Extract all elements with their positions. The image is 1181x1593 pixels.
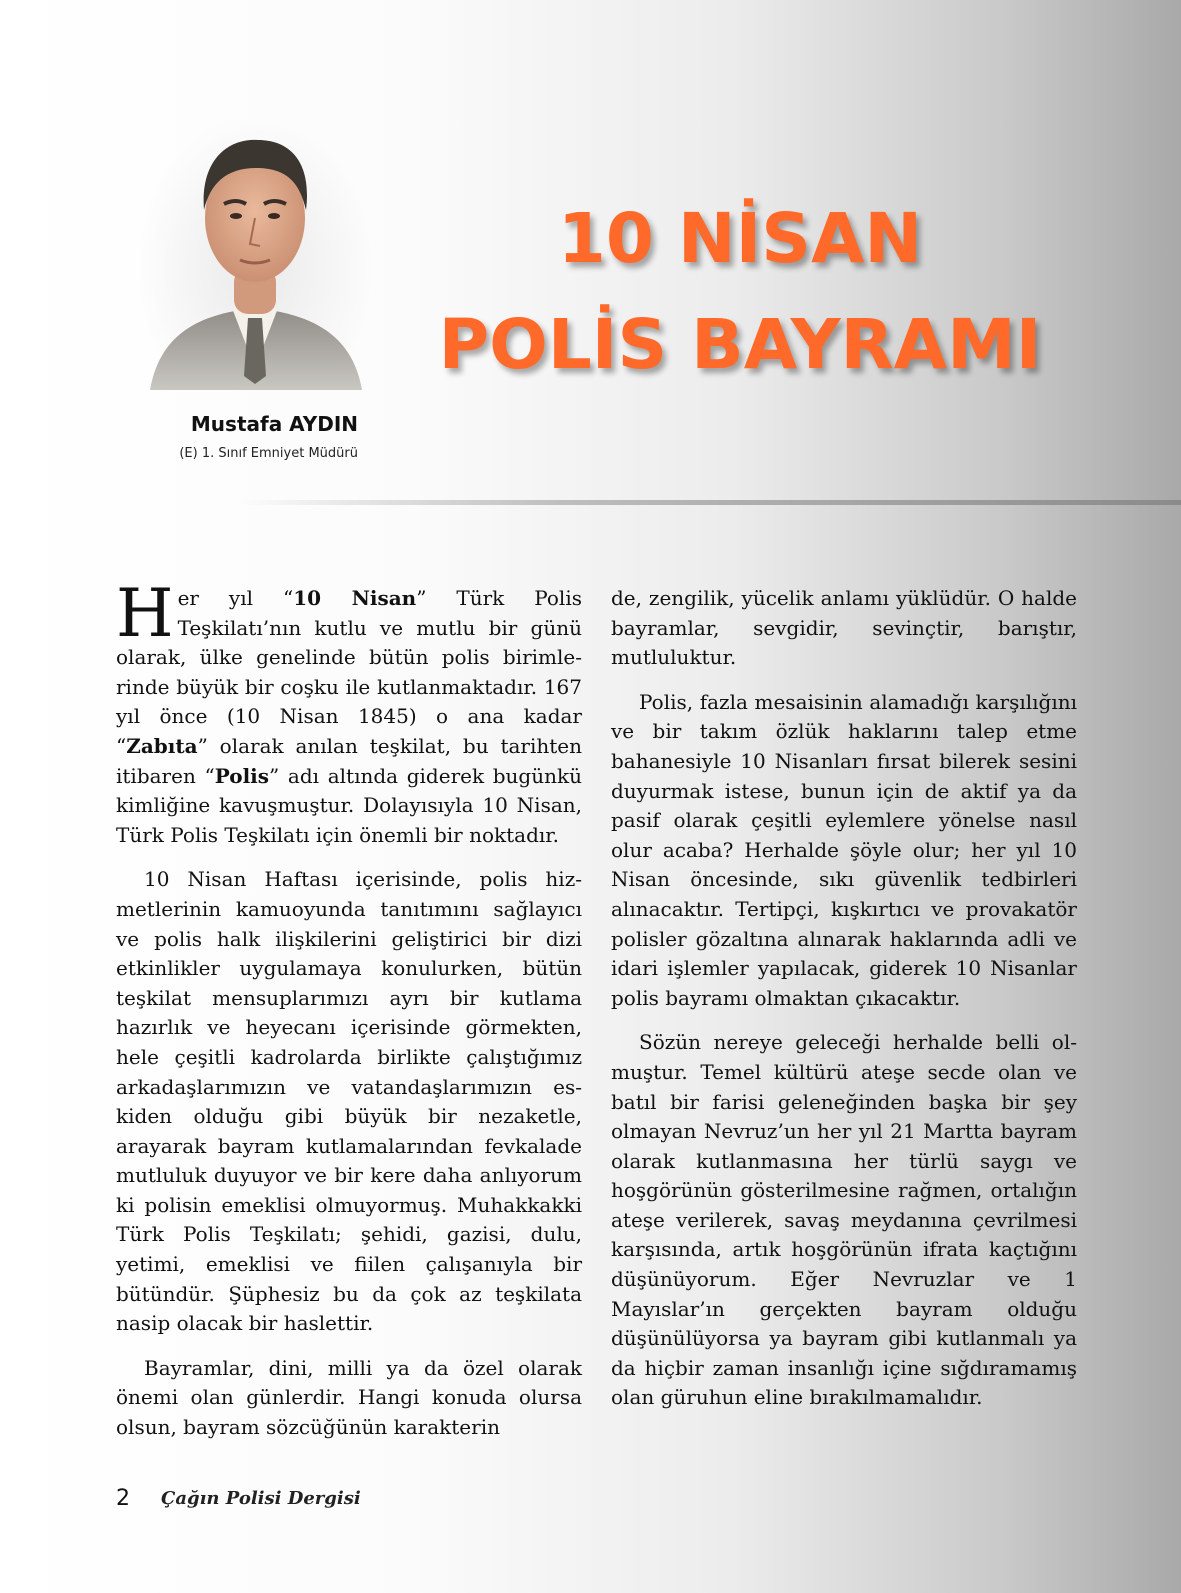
paragraph: Polis, fazla mesaisinin alamadığı karşılığını ve bir takım özlük haklarını talep etme bahanesiyle 10 Nisanları fırsat bilerek sesini duyurmak istese, bunun için de aktif ya da pasif olarak çeşitli eylemlere yönelse nasıl olur acaba? Herhalde şöyle olur; her yıl 10 Nisan öncesinde, sıkı güvenlik tedbirleri alınacaktır. Tertipçi, kışkırtıcı ve provakatör polisler gözaltına alınarak haklarında adli ve idari işlemler yapılacak, giderek 10 Nisanlar polis bayramı olmaktan çıkacaktır. xyxy=(611,689,1077,1010)
article-column-left xyxy=(116,575,582,1458)
paragraph: Bayramlar, dini, milli ya da özel olarak önemi olan günlerdir. Hangi konuda olursa olsun, bayram sözcüğünün karakterin xyxy=(116,1355,582,1440)
text-run: ” olarak anılan teşkilat, bu tarihten itibaren “ xyxy=(116,733,582,788)
magazine-name: Çağın Polisi Dergisi xyxy=(161,1488,361,1509)
author-name: Mustafa AYDIN xyxy=(190,412,358,436)
paragraph: Sözün nereye geleceği herhalde belli olmuştur. Temel kültürü ateşe secde olan ve batıl bir farisi geleneğinden başka bir şey olmayan Nevruz’un her yıl 21 Martta bayram olarak kutlanmasına her türlü saygı ve hoşgörünün gösterilmesine rağmen, ortalığın ateşe verilerek, savaş meydanına çevrilmesi karşısında, artık hoşgörünün ifrata kaçtığını düşünüyorum. Eğer Nevruzlar ve 1 Mayıslar’ın gerçekten bayram olduğu düşünülüyorsa ya bayram gibi kutlanmalı ya da hiçbir zaman insanlığı içine sığdıramamış olan güruhun eline bırakılmamalıdır. xyxy=(611,1030,1077,1410)
text-run: ” Türk Polis Teşkilatı’nın kutlu ve mutlu bir günü olarak, ülke genelinde bütün polis birimlerinde büyük bir coşku ile kutlanmaktadır. 167 yıl önce (10 Nisan 1845) o ana kadar “ xyxy=(116,586,582,758)
title-line-1: 10 NİSAN xyxy=(557,199,923,279)
text-run: ” adı altında giderek bugünkü kimliğine kavuşmuştur. Dolayısıyla 10 Nisan, Türk Polis Teşkilatı için önemli bir noktadır. xyxy=(116,763,582,847)
author-title: (E) 1. Sınıf Emniyet Müdürü xyxy=(179,446,358,461)
title-line-2: POLİS BAYRAMI xyxy=(438,305,1042,385)
article-title xyxy=(395,186,1085,398)
paragraph xyxy=(116,575,582,850)
author-portrait-illustration xyxy=(140,118,370,390)
bold-run: Polis xyxy=(214,763,270,788)
bold-run: Zabıta xyxy=(126,733,198,758)
text-run: er yıl “ xyxy=(177,586,294,610)
bold-run: 10 Nisan xyxy=(293,586,417,610)
article-column-right xyxy=(611,584,1077,1428)
paragraph: 10 Nisan Haftası içerisinde, polis hizmetlerinin kamuoyunda tanıtımını sağlayıcı ve polis halk ilişkilerini geliştirici bir dizi etkinlikler uygulamaya konulurken, bütün teşkilat mensuplarımızı ayrı bir kutlama hazırlık ve heyecanı içerisinde görmekten, hele çeşitli kadrolarda birlikte çalıştığımız arkadaşlarımızın ve vatandaşlarımızın eskiden olduğu gibi büyük bir nezaketle, arayarak bayram kutlamalarından fevkalade mutluluk duyuyor ve bir kere daha anlıyorum ki polisin emeklisi olmuyormuş. Muhakkakki Türk Polis Teşkilatı; şehidi, gazisi, dulu, yetimi, emeklisi ve fiilen çalışanıyla bir bütündür. Şüphesiz bu da çok az teşkilata nasip olacak bir haslettir. xyxy=(116,867,582,1336)
paragraph: de, zengilik, yücelik anlamı yüklüdür. O halde bayramlar, sevgidir, sevinçtir, barıştır, mutluluktur. xyxy=(611,586,1077,670)
drop-cap: H xyxy=(116,575,174,652)
author-photo xyxy=(140,118,370,390)
header-divider xyxy=(240,500,1181,505)
page-number: 2 xyxy=(116,1486,130,1511)
